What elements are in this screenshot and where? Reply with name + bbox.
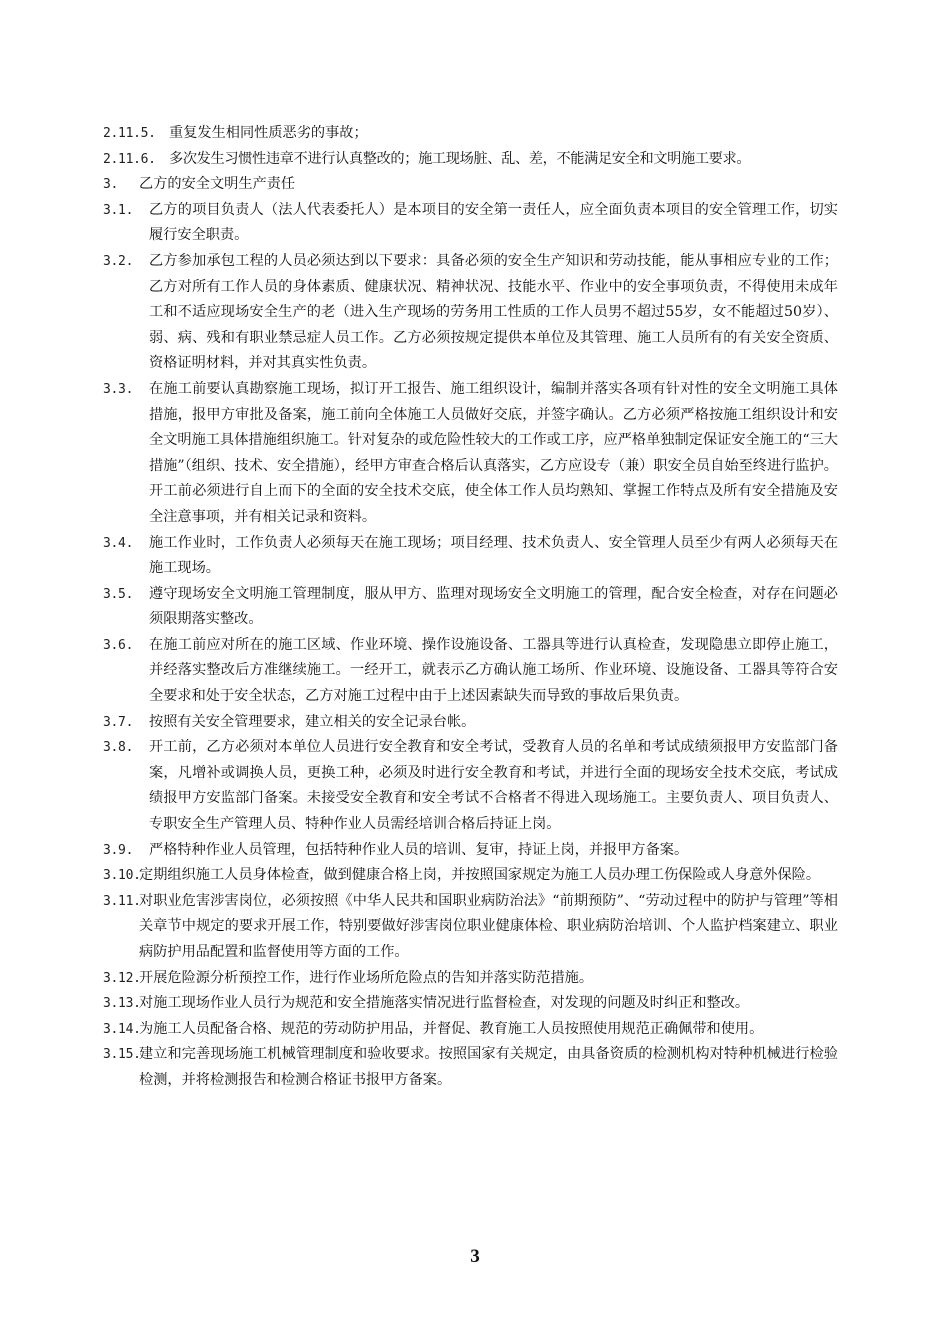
- clause-number: 3.5.: [103, 586, 134, 602]
- clause-number: 3.11.: [103, 893, 141, 909]
- clause-text: 重复发生相同性质恶劣的事故；: [169, 125, 368, 141]
- clause-3-10: [103, 863, 838, 889]
- clause-number: 3.3.: [103, 381, 134, 397]
- clause-3-2: [103, 249, 838, 377]
- clause-3-12: [103, 966, 838, 992]
- clause-3-8: [103, 735, 838, 837]
- clause-3-1: [103, 198, 838, 249]
- section-title: 乙方的安全文明生产责任: [139, 176, 296, 193]
- clause-text: 开展危险源分析预控工作，进行作业场所危险点的告知并落实防范措施。: [139, 969, 594, 986]
- clause-text: 施工作业时，工作负责人必须每天在施工现场；项目经理、技术负责人、安全管理人员至少有两人必须每天在施工现场。: [149, 534, 838, 577]
- clause-text: 按照有关安全管理要求，建立相关的安全记录台帐。: [149, 713, 476, 730]
- clause-3-15: [103, 1042, 838, 1093]
- clause-3-6: [103, 633, 838, 710]
- clause-number: 3.9.: [103, 842, 134, 858]
- document-body: [103, 121, 838, 1094]
- clause-text: 建立和完善现场施工机械管理制度和验收要求。按照国家有关规定，由具备资质的检测机构对特种机械进行检验检测，并将检测报告和检测合格证书报甲方备案。: [139, 1046, 838, 1088]
- clause-3-14: [103, 1017, 838, 1043]
- clause-number: 2.11.5.: [103, 126, 156, 141]
- page-number: 3: [470, 1246, 480, 1267]
- clause-number: 3.10.: [103, 868, 141, 884]
- clause-text: 在施工前要认真勘察施工现场，拟订开工报告、施工组织设计，编制并落实各项有针对性的安全文明施工具体措施，报甲方审批及备案，施工前向全体施工人员做好交底，并签字确认。乙方必须严格按施工组织设计和安全文明施工具体措施组织施工。针对复杂的或危险性较大的工作或工序，应严格单独制定保证安全施工的“三大措施”（组织、技术、安全措施），经甲方审查合格后认真落实，乙方应设专（兼）职安全员自始至终进行监护。开工前必须进行自上而下的全面的安全技术交底，使全体工作人员均熟知、掌握工作特点及所有安全措施及安全注意事项，并有相关记录和资料。: [149, 380, 838, 525]
- clause-text: 为施工人员配备合格、规范的劳动防护用品，并督促、教育施工人员按照使用规范正确佩带和使用。: [139, 1020, 764, 1037]
- clause-3-11: [103, 889, 838, 966]
- clause-3-7: [103, 710, 838, 736]
- clause-number: 3.15.: [103, 1047, 141, 1063]
- clause-number: 3.14.: [103, 1021, 141, 1037]
- clause-number: 3.2.: [103, 253, 134, 269]
- clause-2-11-6: [103, 147, 838, 173]
- clause-number: 2.11.6.: [103, 151, 156, 167]
- clause-number: 3.8.: [103, 740, 134, 756]
- clause-text: 遵守现场安全文明施工管理制度，服从甲方、监理对现场安全文明施工的管理，配合安全检查，对存在问题必须限期落实整改。: [149, 585, 838, 628]
- clause-number: 3.7.: [103, 714, 134, 730]
- clause-number: 3.1.: [103, 202, 134, 218]
- clause-text: 开工前，乙方必须对本单位人员进行安全教育和安全考试，受教育人员的名单和考试成绩须报甲方安监部门备案，凡增补或调换人员，更换工种，必须及时进行安全教育和考试，并进行全面的现场安全技术交底，考试成绩报甲方安监部门备案。未接受安全教育和安全考试不合格者不得进入现场施工。主要负责人、项目负责人、专职安全生产管理人员、特种作业人员需经培训合格后持证上岗。: [149, 739, 838, 833]
- clause-text: 对职业危害涉害岗位，必须按照《中华人民共和国职业病防治法》“前期预防”、“劳动过程中的防护与管理”等相关章节中规定的要求开展工作，特别要做好涉害岗位职业健康体检、职业病防治培训、个人监护档案建立、职业病防护用品配置和监督使用等方面的工作。: [139, 892, 838, 960]
- clause-text: 在施工前应对所在的施工区域、作业环境、操作设施设备、工器具等进行认真检查，发现隐患立即停止施工，并经落实整改后方准继续施工。一经开工，就表示乙方确认施工场所、作业环境、设施设备、工器具等符合安全要求和处于安全状态，乙方对施工过程中由于上述因素缺失而导致的事故后果负责。: [149, 636, 838, 705]
- clause-2-11-5: [103, 121, 838, 147]
- clause-3-3: [103, 377, 838, 531]
- clause-3-5: [103, 582, 838, 633]
- clause-text: 定期组织施工人员身体检查，做到健康合格上岗，并按照国家规定为施工人员办理工伤保险或人身意外保险。: [139, 867, 821, 884]
- clause-3-13: [103, 991, 838, 1017]
- clause-text: 乙方的项目负责人（法人代表委托人）是本项目的安全第一责任人，应全面负责本项目的安全管理工作，切实履行安全职责。: [149, 201, 838, 244]
- clause-3-9: [103, 838, 838, 864]
- clause-text: 乙方参加承包工程的人员必须达到以下要求：具备必须的安全生产知识和劳动技能，能从事相应专业的工作；乙方对所有工作人员的身体素质、健康状况、精神状况、技能水平、作业中的安全事项负责，不得使用未成年工和不适应现场安全生产的老（进入生产现场的劳务用工性质的工作人员男不超过55岁，女不能超过50岁）、弱、病、残和有职业禁忌症人员工作。乙方必须按规定提供本单位及其管理、施工人员所有的有关安全资质、资格证明材料，并对其真实性负责。: [149, 252, 838, 372]
- clause-text: 多次发生习惯性违章不进行认真整改的；施工现场脏、乱、差，不能满足安全和文明施工要求。: [169, 150, 751, 167]
- clause-number: 3.12.: [103, 970, 141, 986]
- clause-number: 3.13.: [103, 996, 141, 1012]
- clause-text: 严格特种作业人员管理，包括特种作业人员的培训、复审，持证上岗，并报甲方备案。: [149, 841, 689, 858]
- clause-text: 对施工现场作业人员行为规范和安全措施落实情况进行监督检查，对发现的问题及时纠正和整改。: [139, 995, 750, 1012]
- section-number: 3.: [103, 177, 119, 193]
- section-heading-3: [103, 172, 838, 198]
- clause-number: 3.6.: [103, 637, 134, 653]
- clause-number: 3.4.: [103, 535, 134, 551]
- clause-3-4: [103, 531, 838, 582]
